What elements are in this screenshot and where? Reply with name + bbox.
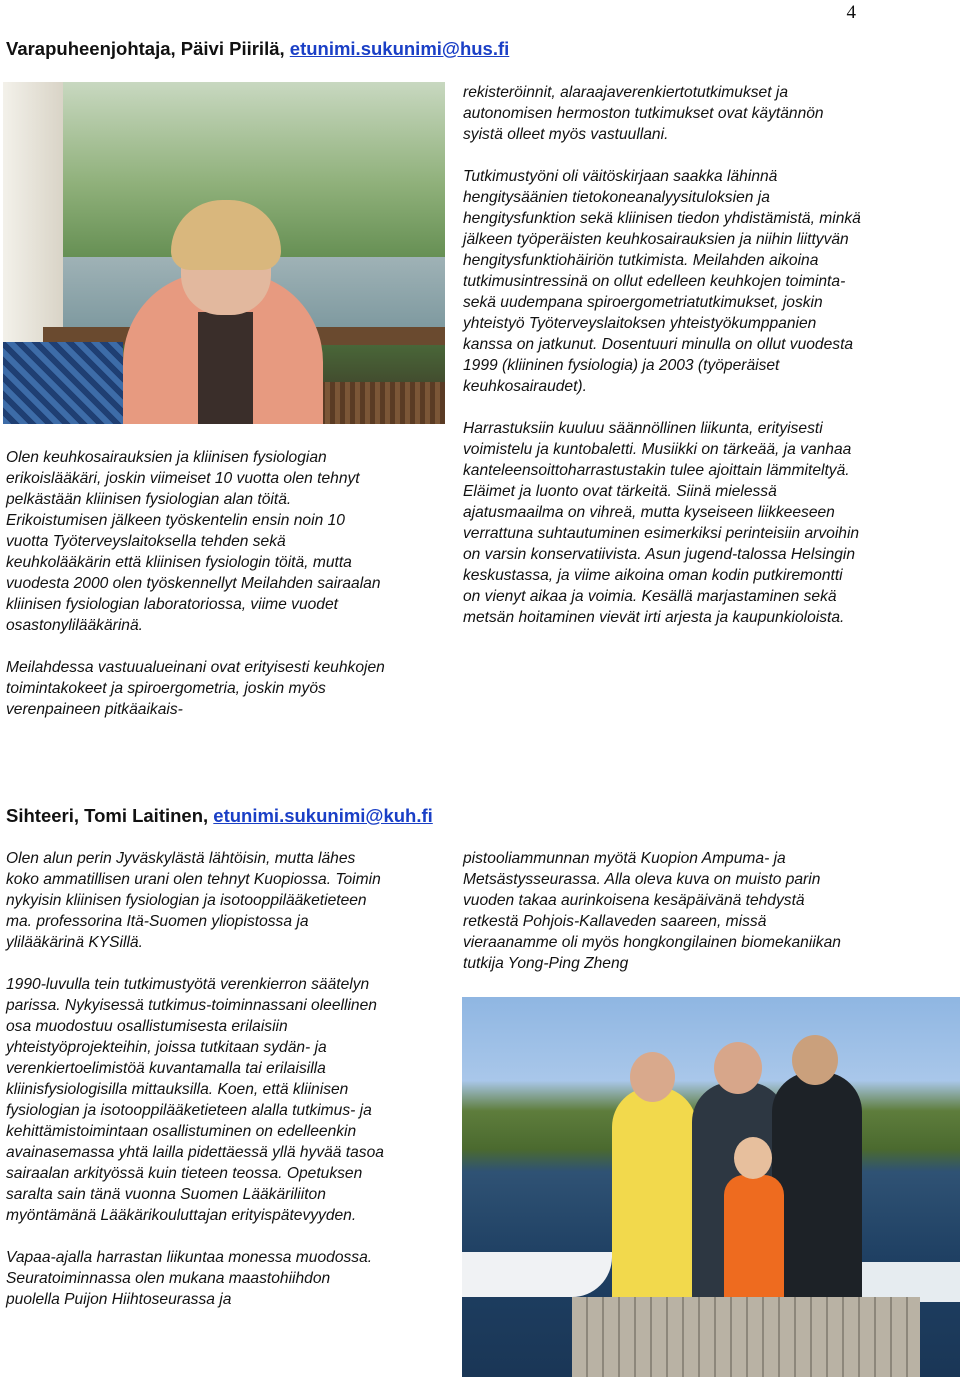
section1-right-column (463, 82, 861, 628)
email-link[interactable]: etunimi.sukunimi@hus.fi (289, 38, 510, 59)
paragraph: 1990-luvulla tein tutkimustyötä verenkierron säätelyn parissa. Nykyisessä tutkimus-toiminnassani oleellinen osa muodostuu osallistumisesta erilaisiin yhteistyöprojekteihin, joissa tutkitaan sydän- ja verenkiertoelimistöä kuvantamalla tai erilaisilla kliinisfysiologisilla mittauksilla. Koen, että kliinisen fysiologian ja isotooppilääketieteen alalla tutkimus- ja kehittämistoimintaan osallistuminen on edelleenkin avainasemassa yhtä lailla pidettäessä yllä hyvää tasoa sairaalan arkityössä kuin tieteen teossa. Opetuksen saralta sain tänä vuonna Suomen Lääkäriliiton myöntämänä Lääkärikouluttajan erityispätevyyden. (6, 976, 384, 1224)
paragraph: rekisteröinnit, alaraajaverenkiertotutkimukset ja autonomisen hermoston tutkimukset ovat käytännön syistä olleet myös vastuullani. (463, 84, 824, 143)
section2-right-column (463, 848, 863, 974)
page-number: 4 (846, 2, 856, 23)
group-photo (462, 997, 960, 1377)
section2-left-column (6, 848, 388, 1310)
paragraph: Olen keuhkosairauksien ja kliinisen fysiologian erikoislääkäri, joskin viimeiset 10 vuotta olen tehnyt pelkästään kliinisen fysiologian alan töitä. Erikoistumisen jälkeen työskentelin ensin noin 10 vuotta Työterveyslaitoksella tehden sekä keuhkolääkärin että kliinisen fysiologin töitä, mutta vuodesta 2000 olen työskennellyt Meilahden sairaalan kliinisen fysiologian laboratoriossa, viime vuodet osastonylilääkärinä. (6, 449, 381, 634)
section1-left-column (6, 447, 386, 720)
paragraph: pistooliammunnan myötä Kuopion Ampuma- ja Metsästysseurassa. Alla oleva kuva on muisto parin vuoden takaa aurinkoisena kesäpäivänä tehdystä retkestä Pohjois-Kallaveden saareen, missä vieraanamme oli myös hongkongilainen biomekaniikan tutkija Yong-Ping Zheng (463, 850, 841, 972)
paragraph: Tutkimustyöni oli väitöskirjaan saakka lähinnä hengitysäänien tietokoneanalyysituloksien ja hengitysfunktion sekä kliinisen tiedon yhdistämistä, minkä jälkeen työperäisten keuhkosairauksien ja niihin liittyvän hengitysfunktiohäiriön tutkimista. Meilahden aikoina tutkimusintressinä on ollut edelleen keuhkojen toiminta- sekä uudempana spiroergometriatutkimukset, joskin yhteistyö Työterveyslaitoksen yhteistyökumppanien kanssa on jatkunut. Dosentuuri minulla on ollut vuodesta 1999 (kliininen fysiologia) ja 2003 (työperäiset keuhkosairaudet). (463, 168, 861, 395)
paragraph: Olen alun perin Jyväskylästä lähtöisin, mutta lähes koko ammatillisen urani olen tehnyt Kuopiossa. Toimin nykyisin kliinisen fysiologian ja isotooppilääketieteen ma. professorina Itä-Suomen yliopistossa ja ylilääkärinä KYSillä. (6, 850, 381, 951)
heading-text: Sihteeri, Tomi Laitinen, (6, 805, 209, 826)
portrait-photo (3, 82, 445, 424)
section-heading-secretary (6, 805, 433, 827)
email-link[interactable]: etunimi.sukunimi@kuh.fi (213, 805, 433, 826)
paragraph: Meilahdessa vastuualueinani ovat erityisesti keuhkojen toimintakokeet ja spiroergometria, joskin myös verenpaineen pitkäaikais- (6, 659, 385, 718)
section-heading-vice-chair (6, 38, 509, 60)
heading-text: Varapuheenjohtaja, Päivi Piirilä, (6, 38, 285, 59)
paragraph: Vapaa-ajalla harrastan liikuntaa monessa muodossa. Seuratoiminnassa olen mukana maastohiihdon puolella Puijon Hiihtoseurassa ja (6, 1249, 373, 1308)
paragraph: Harrastuksiin kuuluu säännöllinen liikunta, erityisesti voimistelu ja kuntobaletti. Musiikki on tärkeää, ja vanhaa kanteleensoittoharrastustakin tulee ajoittain lämmiteltyä. Eläimet ja luonto ovat tärkeitä. Siinä mielessä ajatusmaailma on vihreä, mutta kyseiseen liikkeeseen verrattuna suhtautuminen esimerkiksi perinteisiin arvoihin on varsin konservatiivista. Asun jugend-talossa Helsingin keskustassa, ja viime aikoina oman kodin putkiremontti on vienyt aikaa ja voimia. Kesällä marjastaminen sekä metsän hoitaminen vievät irti arjesta ja kaupunkioloista. (463, 420, 860, 626)
